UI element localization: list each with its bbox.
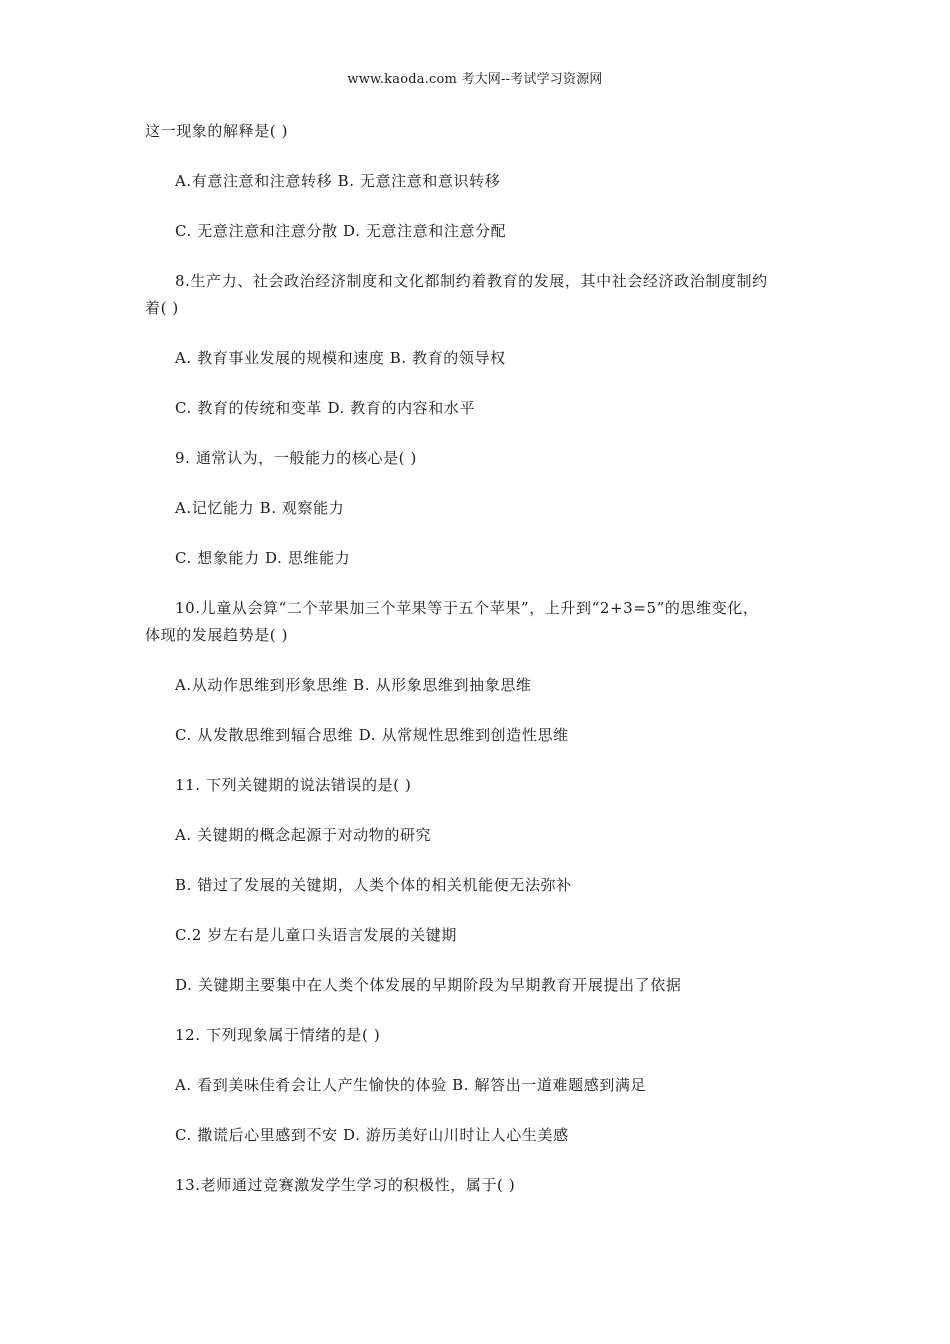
question-7-options-ab: A.有意注意和注意转移 B. 无意注意和意识转移 <box>175 172 501 190</box>
question-12-stem: 12. 下列现象属于情绪的是( ) <box>175 1026 381 1044</box>
question-13-stem: 13.老师通过竞赛激发学生学习的积极性，属于( ) <box>175 1176 516 1194</box>
document-body <box>145 118 815 1199</box>
question-8-stem: 8.生产力、社会政治经济制度和文化都制约着教育的发展，其中社会经济政治制度制约 <box>175 272 768 290</box>
question-8-options-ab: A. 教育事业发展的规模和速度 B. 教育的领导权 <box>175 349 506 367</box>
question-7-stem-end: 这一现象的解释是( ) <box>145 122 289 140</box>
page-header: www.kaoda.com 考大网--考试学习资源网 <box>347 72 603 87</box>
question-11-option-b: B. 错过了发展的关键期，人类个体的相关机能便无法弥补 <box>175 876 572 894</box>
question-8-stem-cont: 着( ) <box>145 299 179 317</box>
question-11-option-c: C.2 岁左右是儿童口头语言发展的关键期 <box>175 926 458 944</box>
question-11-stem: 11. 下列关键期的说法错误的是( ) <box>175 776 412 794</box>
question-10-options-ab: A.从动作思维到形象思维 B. 从形象思维到抽象思维 <box>175 676 532 694</box>
question-12-options-ab: A. 看到美味佳肴会让人产生愉快的体验 B. 解答出一道难题感到满足 <box>175 1076 647 1094</box>
question-7-options-cd: C. 无意注意和注意分散 D. 无意注意和注意分配 <box>175 222 507 240</box>
question-8-options-cd: C. 教育的传统和变革 D. 教育的内容和水平 <box>175 399 476 417</box>
question-9-options-ab: A.记忆能力 B. 观察能力 <box>175 499 345 517</box>
question-12-options-cd: C. 撒谎后心里感到不安 D. 游历美好山川时让人心生美感 <box>175 1126 569 1144</box>
question-9-options-cd: C. 想象能力 D. 思维能力 <box>175 549 351 567</box>
question-11-option-a: A. 关键期的概念起源于对动物的研究 <box>175 826 432 844</box>
question-10-options-cd: C. 从发散思维到辐合思维 D. 从常规性思维到创造性思维 <box>175 726 569 744</box>
question-11-option-d: D. 关键期主要集中在人类个体发展的早期阶段为早期教育开展提出了依据 <box>175 976 682 994</box>
question-9-stem: 9. 通常认为，一般能力的核心是( ) <box>175 449 417 467</box>
question-10-stem: 10.儿童从会算“二个苹果加三个苹果等于五个苹果”，上升到“2+3=5”的思维变化， <box>175 599 759 617</box>
question-10-stem-cont: 体现的发展趋势是( ) <box>145 626 289 644</box>
